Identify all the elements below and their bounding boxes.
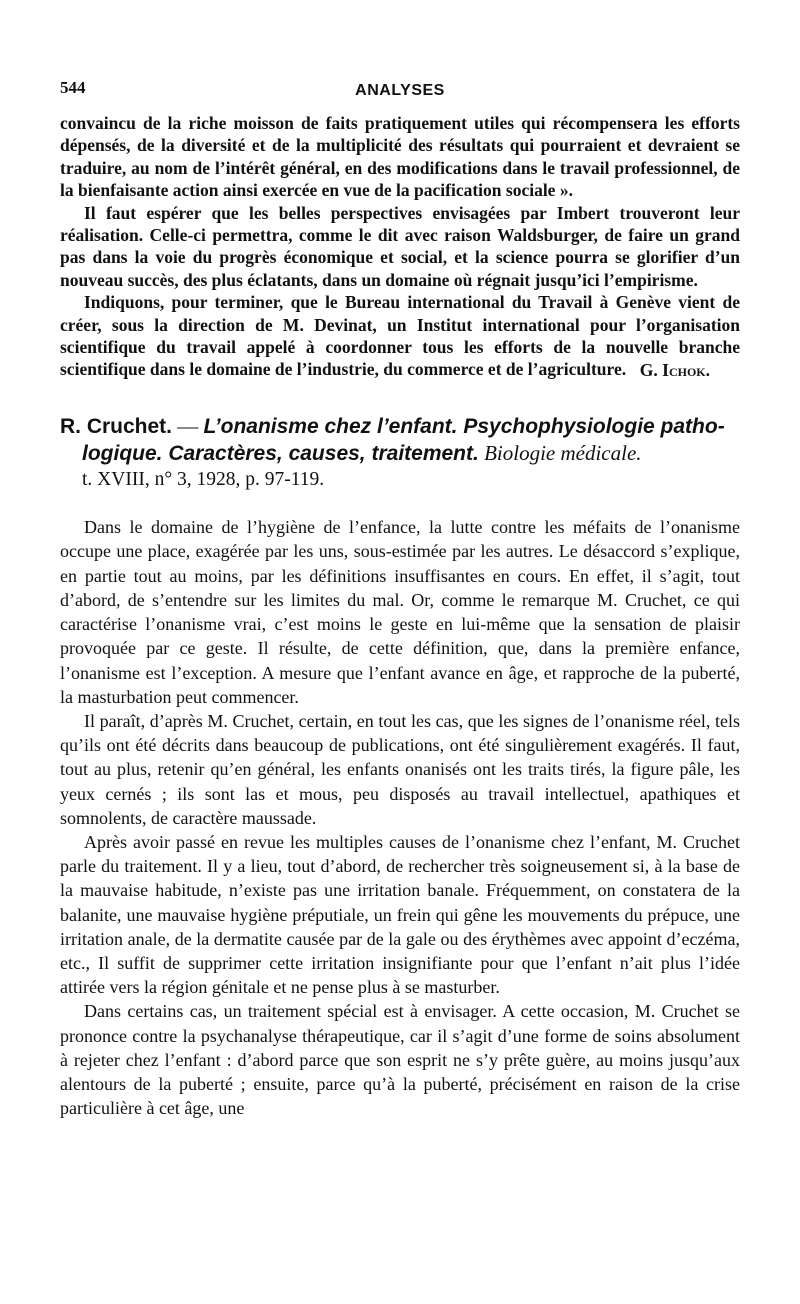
paragraph: Dans certains cas, un traitement spécial est à envisager. A cette occasion, M. Cruchet se prononce contre la psychanalyse thérapeutique, car il s’agit d’une forme de soins absolument à rejeter chez l’enfant : d’abord parce que son esprit ne s’y prête guère, au moins jusqu’aux alentours de la puberté ; ensuite, parce qu’à la puberté, précisément en raison de la crise particulière à cet âge, une [60,1001,740,1119]
paragraph: Il paraît, d’après M. Cruchet, certain, en tout les cas, que les signes de l’onanisme réel, tels qu’ils ont été décrits dans beaucoup de publications, ont été singulièrement exagérés. Il faut, tout au plus, retenir qu’en général, les enfants onanisés ont les traits tirés, la figure pâle, les yeux cernés ; ils sont las et mous, peu disposés au travail intellectuel, apathiques et somnolents, de caractère maussade. [60,710,740,828]
review-heading-line [60,413,740,440]
running-title: ANALYSES [355,82,445,99]
review-heading-line [60,440,740,467]
review-heading [60,413,740,493]
review-journal: Biologie médicale. [484,441,642,466]
review-title-part2: logique. Caractères, causes, traitement. [82,442,479,466]
review-author: R. Cruchet. [60,415,173,439]
paragraph: convaincu de la riche moisson de faits pratiquement utiles qui récompensera les efforts dépensés, de la diversité et de la multiplicité des résultats qui pourraient et devraient se traduire, au nom de l’intérêt général, en des modifications dans le travail professionnel, de la bienfaisante action ainsi exercée en vue de la pacification sociale ». [60,113,740,201]
paragraph: Indiquons, pour terminer, que le Bureau international du Travail à Genève vient de créer, sous la direction de M. Devinat, un Institut international pour l’organisation scientifique du travail appelé à coordonner tous les efforts de la nouvelle branche scientifique dans le domaine de l’industrie, du commerce et de l’agriculture. [60,292,740,380]
review-citation: t. XVIII, n° 3, 1928, p. 97-119. [82,469,325,491]
paragraph: Dans le domaine de l’hygiène de l’enfance, la lutte contre les méfaits de l’onanisme occupe une place, exagérée par les uns, sous-estimée par les autres. Le désaccord s’explique, en partie tout au moins, par les définitions insuffisantes en cours. En effet, il s’agit, tout d’abord, de s’entendre sur les limites du mal. Or, comme le remarque M. Cruchet, ce qui caractérise l’onanisme vrai, c’est moins le geste en lui-même que la sensation de plaisir provoquée par ce geste. Il résulte, de cette définition, que, dans la première enfance, l’onanisme est l’exception. A mesure que l’enfant avance en âge, et rapproche de la puberté, la masturbation peut commencer. [60,517,740,707]
paragraph: Il faut espérer que les belles perspectives envisagées par Imbert trouveront leur réalisation. Celle-ci permettra, comme le dit avec raison Waldsburger, de faire un grand pas dans la voie du progrès économique et social, et la science pourra se glorifier d’un nouveau succès, des plus éclatants, dans un domaine où régnait jusqu’ici l’empirisme. [60,202,740,290]
page-header [60,78,740,112]
review-title-part1: L’onanisme chez l’enfant. Psychophysiologie patho- [203,415,725,439]
reviewer-signature: G. Ichok. [639,359,710,380]
page-number: 544 [60,78,86,97]
heading-dash: — [172,414,204,439]
previous-review-ending [60,112,740,381]
review-body [60,515,740,1120]
document-page [60,78,740,1120]
paragraph: Après avoir passé en revue les multiples causes de l’onanisme chez l’enfant, M. Cruchet parle du traitement. Il y a lieu, tout d’abord, de rechercher très soigneusement si, à la base de la mauvaise habitude, n’existe pas une irritation banale. Fréquemment, on constatera de la balanite, une mauvaise hygiène préputiale, un frein qui gêne les mouvements du prépuce, une irritation anale, de la dermatite causée par de la gale ou des érythèmes avec appoint d’eczéma, etc., Il suffit de supprimer cette irritation insignifiante pour que l’enfant n’ait plus l’idée attirée vers la région génitale et ne pense plus à se masturber. [60,831,740,998]
